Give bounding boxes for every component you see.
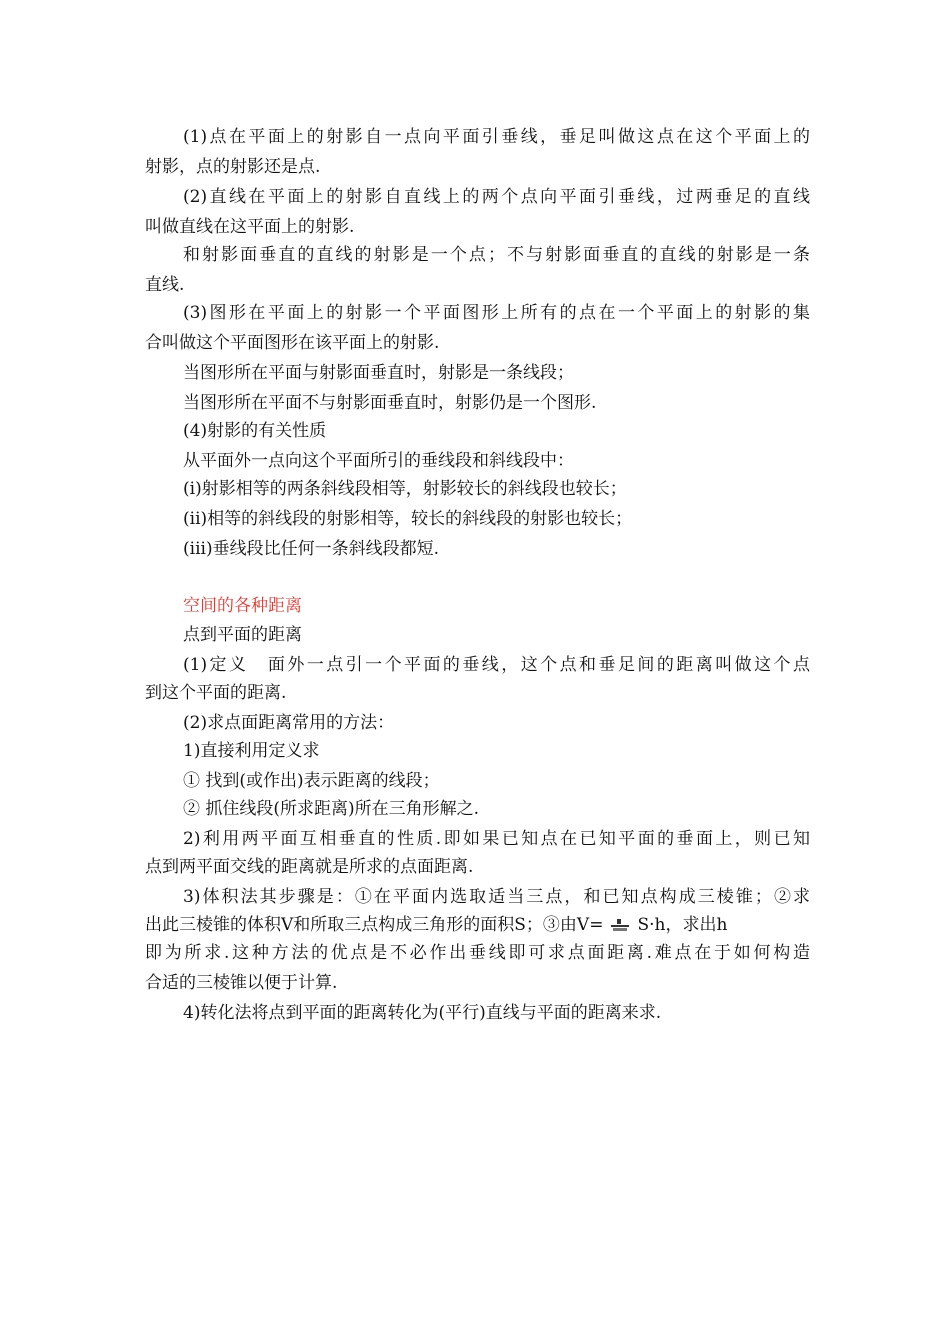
paragraph-1-line-1: (1)点在平面上的射影自一点向平面引垂线，垂足叫做这点在这个平面上的 [183,127,810,147]
paragraph-10: (ii)相等的斜线段的射影相等，较长的斜线段的射影也较长； [183,509,633,529]
paragraph-6: 当图形所在平面不与射影面垂直时，射影仍是一个图形. [183,393,597,413]
paragraph-3-line-2: 直线. [145,275,185,295]
paragraph-18-line-2-part-b: S·h，求出h [637,915,728,935]
paragraph-18-line-2-part-a: 出此三棱锥的体积V和所取三点构成三角形的面积S；③由V= [145,915,604,935]
paragraph-2-line-1: (2)直线在平面上的射影自直线上的两个点向平面引垂线，过两垂足的直线 [183,187,810,207]
paragraph-18-line-4: 合适的三棱锥以便于计算. [145,973,338,993]
paragraph-14: 1)直接利用定义求 [183,741,320,761]
paragraph-16: ② 抓住线段(所求距离)所在三角形解之. [183,799,480,819]
paragraph-19: 4)转化法将点到平面的距离转化为(平行)直线与平面的距离来求. [183,1003,662,1023]
paragraph-12-line-2: 到这个平面的距离. [145,683,287,703]
paragraph-9: (i)射影相等的两条斜线段相等，射影较长的斜线段也较长； [183,479,627,499]
paragraph-8: 从平面外一点向这个平面所引的垂线段和斜线段中： [183,451,574,471]
paragraph-17-line-2: 点到两平面交线的距离就是所求的点面距离. [145,857,474,877]
section-heading: 空间的各种距离 [183,596,302,616]
paragraph-18-line-2 [145,914,810,936]
paragraph-13: (2)求点面距离常用的方法： [183,713,395,733]
paragraph-17-line-1: 2)利用两平面互相垂直的性质.即如果已知点在已知平面的垂面上，则已知 [183,829,810,849]
fraction-one-third-icon [609,919,631,933]
paragraph-11: (iii)垂线段比任何一条斜线段都短. [183,539,439,559]
paragraph-7: (4)射影的有关性质 [183,421,327,441]
paragraph-1-line-2: 射影，点的射影还是点. [145,157,321,177]
paragraph-3-line-1: 和射影面垂直的直线的射影是一个点；不与射影面垂直的直线的射影是一条 [183,245,810,265]
paragraph-18-line-1: 3)体积法其步骤是：①在平面内选取适当三点，和已知点构成三棱锥；②求 [183,887,810,907]
paragraph-5: 当图形所在平面与射影面垂直时，射影是一条线段； [183,363,574,383]
section-subheading: 点到平面的距离 [183,625,302,645]
paragraph-4-line-2: 合叫做这个平面图形在该平面上的射影. [145,333,440,353]
paragraph-15: ① 找到(或作出)表示距离的线段； [183,771,440,791]
paragraph-4-line-1: (3)图形在平面上的射影一个平面图形上所有的点在一个平面上的射影的集 [183,303,810,323]
paragraph-2-line-2: 叫做直线在这平面上的射影. [145,217,355,237]
paragraph-12-line-1: (1)定义 面外一点引一个平面的垂线，这个点和垂足间的距离叫做这个点 [183,655,810,675]
paragraph-18-line-3: 即为所求.这种方法的优点是不必作出垂线即可求点面距离.难点在于如何构造 [145,943,810,963]
